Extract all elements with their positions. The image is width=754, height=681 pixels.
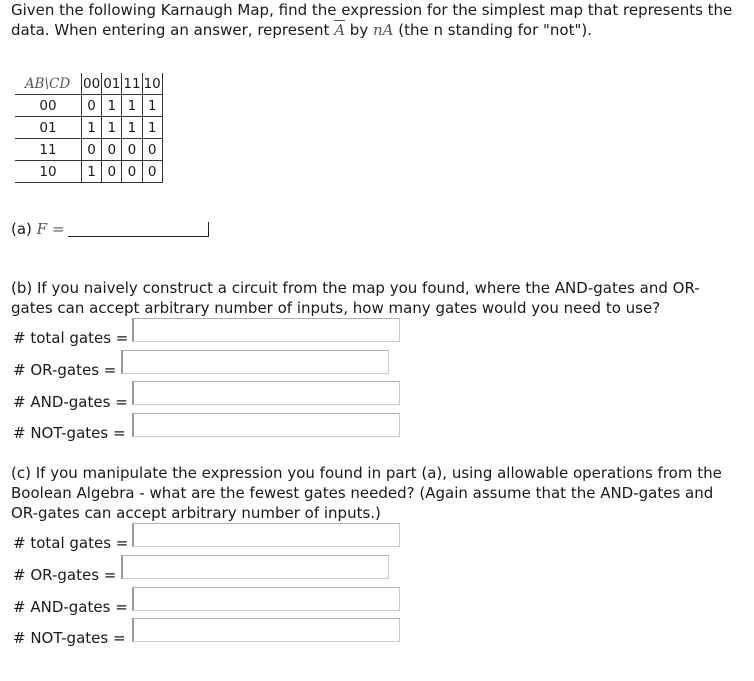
kmap-cell: 0 <box>122 139 142 161</box>
part-c-and-gates-input[interactable] <box>132 587 400 611</box>
kmap-col-header: 00 <box>82 73 102 95</box>
equals-sign: = <box>47 220 65 238</box>
kmap-col-header: 10 <box>142 73 162 95</box>
total-gates-label: # total gates = <box>13 329 129 347</box>
intro-text <box>11 0 746 40</box>
karnaugh-map <box>15 73 163 183</box>
intro-part3: (the n standing for "not"). <box>393 21 593 39</box>
a-bar-symbol: $\overline{A}$ <box>334 21 346 39</box>
and-gates-label: # AND-gates = <box>13 598 128 616</box>
total-gates-label: # total gates = <box>13 534 129 552</box>
part-a-prefix: (a) <box>11 220 37 238</box>
kmap-cell: 0 <box>82 139 102 161</box>
kmap-col-header: 11 <box>122 73 142 95</box>
kmap-row-label: 00 <box>15 95 82 117</box>
part-c-and-gates-row <box>13 593 128 621</box>
part-c-not-gates-row <box>13 624 126 652</box>
part-c-total-gates-input[interactable] <box>132 523 400 547</box>
part-c-question: (c) If you manipulate the expression you found in part (a), using allowable operations from the Boolean Algebra - what are the fewest gates needed? (Again assume that the AND-gates and OR-gates can accept arbitrary number of inputs.) <box>11 464 722 522</box>
kmap-cell: 0 <box>142 139 162 161</box>
or-gates-label: # OR-gates = <box>13 361 117 379</box>
kmap-cell: 1 <box>82 117 102 139</box>
f-variable: F <box>36 220 48 238</box>
kmap-row-label: 10 <box>15 161 82 183</box>
answer-f-input[interactable] <box>68 222 209 237</box>
kmap-cell: 0 <box>102 161 122 183</box>
kmap-row-label: 11 <box>15 139 82 161</box>
kmap-cell: 0 <box>122 161 142 183</box>
part-b-and-gates-input[interactable] <box>132 381 400 405</box>
part-c-or-gates-row <box>13 561 116 589</box>
kmap-cell: 0 <box>82 95 102 117</box>
not-gates-label: # NOT-gates = <box>13 629 126 647</box>
part-b-or-gates-row <box>13 356 116 384</box>
kmap-cell: 0 <box>142 161 162 183</box>
not-gates-label: # NOT-gates = <box>13 424 126 442</box>
or-gates-label: # OR-gates = <box>13 566 117 584</box>
part-c-or-gates-input[interactable] <box>121 555 389 579</box>
part-b-total-gates-input[interactable] <box>132 318 400 342</box>
part-b-question: (b) If you naively construct a circuit from the map you found, where the AND-gates and OR-gates can accept arbitrary number of inputs, how many gates would you need to use? <box>11 279 700 317</box>
kmap-cell: 1 <box>142 95 162 117</box>
part-c-total-gates-row <box>13 529 128 557</box>
part-b-not-gates-row <box>13 419 126 447</box>
kmap-cell: 1 <box>102 95 122 117</box>
kmap-cell: 1 <box>142 117 162 139</box>
intro-part1: Given the following Karnaugh Map, find the expression for the simplest map that represents the data. When entering an answer, represent <box>11 1 733 39</box>
intro-part2: by <box>345 21 373 39</box>
kmap-corner-label: AB\CD <box>15 73 82 95</box>
part-b-or-gates-input[interactable] <box>121 350 389 374</box>
kmap-cell: 1 <box>122 95 142 117</box>
part-a-row <box>11 218 209 240</box>
part-b-total-gates-row <box>13 324 128 352</box>
kmap-cell: 1 <box>122 117 142 139</box>
kmap-col-header: 01 <box>102 73 122 95</box>
kmap-row-label: 01 <box>15 117 82 139</box>
part-b-not-gates-input[interactable] <box>132 413 400 437</box>
and-gates-label: # AND-gates = <box>13 393 128 411</box>
kmap-cell: 1 <box>102 117 122 139</box>
n-a-symbol: nA <box>372 21 394 39</box>
kmap-cell: 1 <box>82 161 102 183</box>
kmap-cell: 0 <box>102 139 122 161</box>
part-c-not-gates-input[interactable] <box>132 618 400 642</box>
part-b-and-gates-row <box>13 388 128 416</box>
